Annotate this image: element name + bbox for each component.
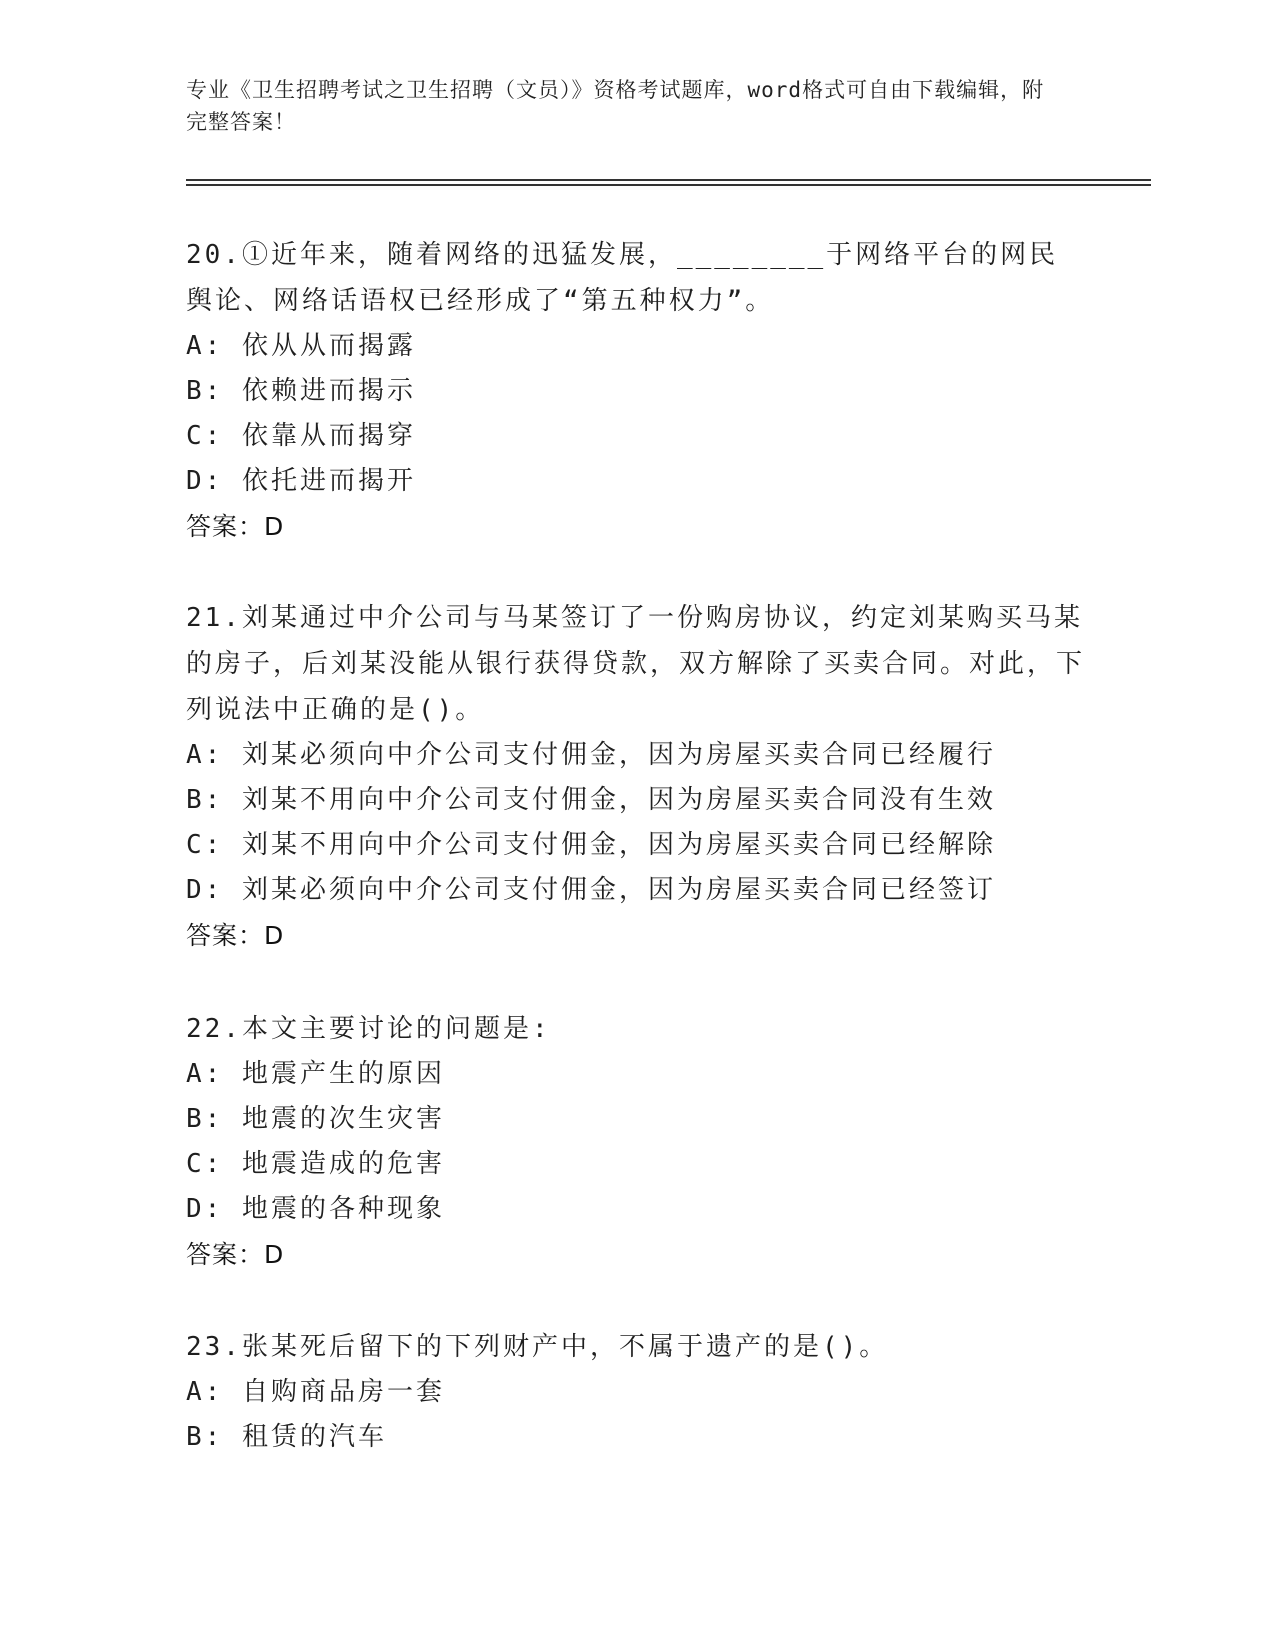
answer-line: 答案：D — [186, 512, 285, 541]
answer-line: 答案：D — [186, 1240, 285, 1269]
option-c: C: 依靠从而揭穿 — [186, 421, 416, 451]
option-d: D: 依托进而揭开 — [186, 466, 416, 496]
question-block — [186, 232, 1086, 550]
option-b: B: 刘某不用向中介公司支付佣金，因为房屋买卖合同没有生效 — [186, 785, 996, 815]
question-stem: 23.张某死后留下的下列财产中，不属于遗产的是()。 — [186, 1332, 889, 1362]
question-block — [186, 595, 1086, 959]
option-d: D: 地震的各种现象 — [186, 1194, 445, 1224]
question-stem: 22.本文主要讨论的问题是: — [186, 1014, 551, 1044]
option-c: C: 地震造成的危害 — [186, 1149, 445, 1179]
option-c: C: 刘某不用向中介公司支付佣金，因为房屋买卖合同已经解除 — [186, 830, 996, 860]
question-stem: 20.①近年来，随着网络的迅猛发展，________于网络平台的网民舆论、网络话语权已经形成了“第五种权力”。 — [186, 240, 1059, 316]
answer-line: 答案：D — [186, 921, 285, 950]
option-a: A: 依从从而揭露 — [186, 331, 416, 361]
option-a: A: 自购商品房一套 — [186, 1377, 445, 1407]
option-b: B: 地震的次生灾害 — [186, 1104, 445, 1134]
question-stem: 21.刘某通过中介公司与马某签订了一份购房协议，约定刘某购买马某的房子，后刘某没能从银行获得贷款，双方解除了买卖合同。对此，下列说法中正确的是()。 — [186, 603, 1086, 725]
option-d: D: 刘某必须向中介公司支付佣金，因为房屋买卖合同已经签订 — [186, 875, 996, 905]
question-block — [186, 1006, 1086, 1278]
option-b: B: 依赖进而揭示 — [186, 376, 416, 406]
question-block — [186, 1324, 1086, 1460]
option-a: A: 地震产生的原因 — [186, 1059, 445, 1089]
option-a: A: 刘某必须向中介公司支付佣金，因为房屋买卖合同已经履行 — [186, 740, 996, 770]
option-b: B: 租赁的汽车 — [186, 1422, 387, 1452]
header-divider-bottom — [186, 184, 1151, 186]
document-header: 专业《卫生招聘考试之卫生招聘（文员）》资格考试题库，word格式可自由下载编辑，附完整答案！ — [186, 78, 1045, 134]
header-divider-top — [186, 179, 1151, 181]
